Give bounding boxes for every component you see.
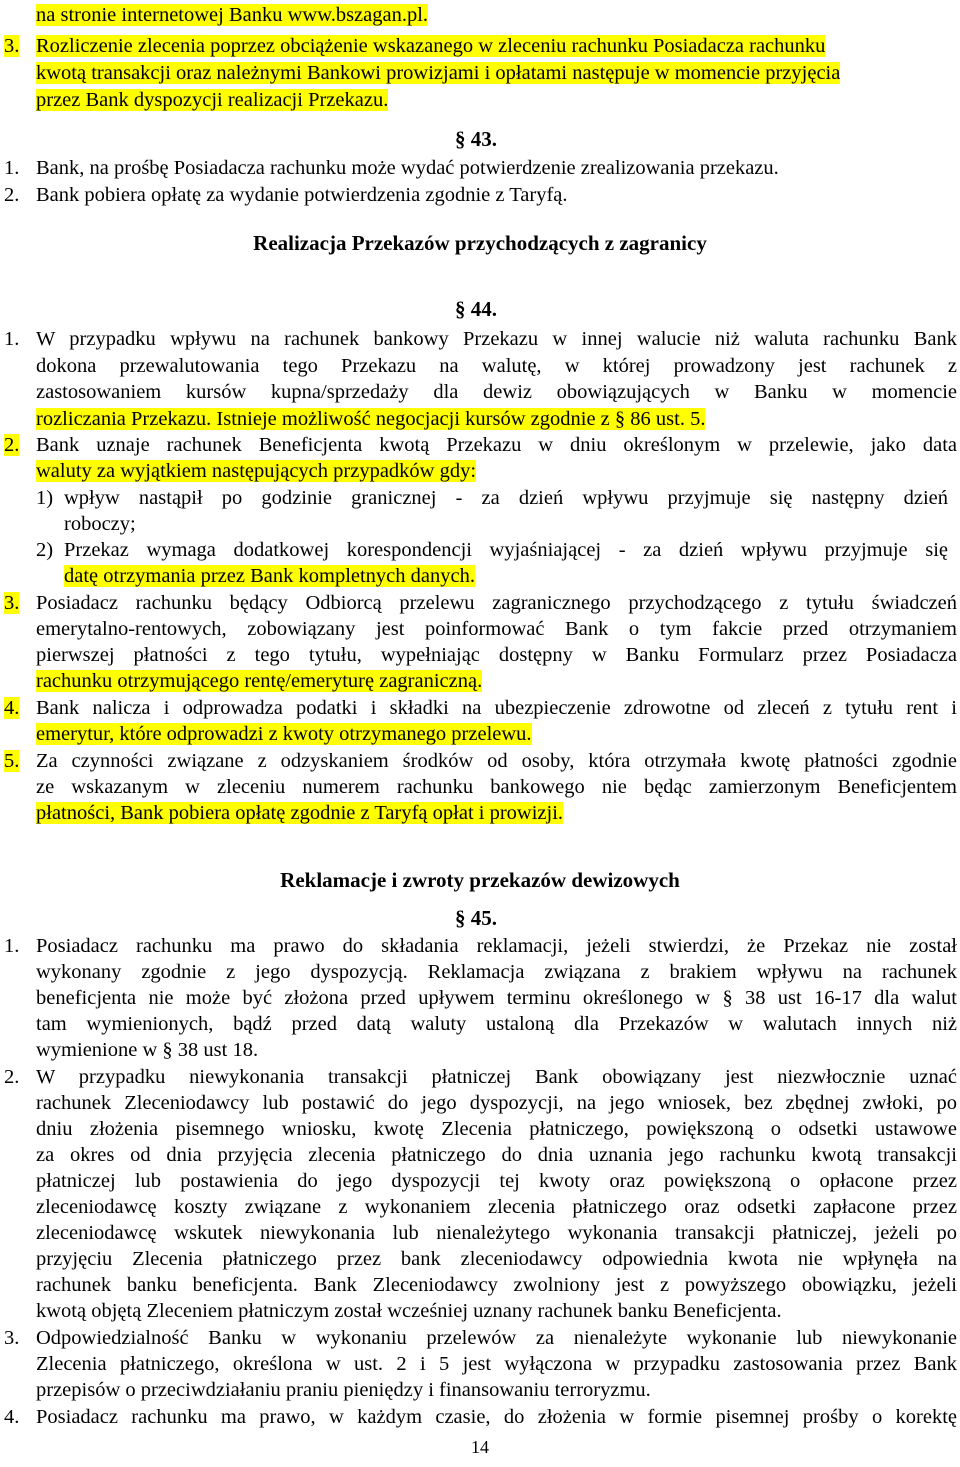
paragraph-line: tam wymienionych, bądź przed datą waluty ustaloną dla Przekazów w walutach innych niż — [36, 1013, 957, 1035]
paragraph-line — [36, 721, 532, 747]
section-title: § 45. — [455, 906, 497, 930]
paragraph-line: dniu złożenia pisemnego wniosku, kwotę Zlecenia płatniczego, powiększoną o odsetki ustawowe — [36, 1118, 957, 1140]
paragraph-line: rachunek banku beneficjenta. Bank Zleceniodawcy zwolniony jest z powyższego obowiązku, jeżeli — [36, 1274, 957, 1296]
text-span: 5. — [4, 750, 20, 772]
section-title: § 44. — [455, 297, 497, 321]
section-heading: Reklamacje i zwroty przekazów dewizowych — [280, 868, 680, 892]
paragraph-line: dokona przewalutowania tego Przekazu na walutę, w której prowadzony jest rachunek z — [36, 355, 957, 377]
text-span: datę otrzymania przez Bank kompletnych danych. — [64, 565, 475, 587]
paragraph-line: płatniczej lub postawienia do jego dyspozycji tej kwoty oraz powiększoną o opłacone przez — [36, 1170, 957, 1192]
paragraph-line: W przypadku niewykonania transakcji płatniczej Bank obowiązany jest niezwłocznie uznać — [36, 1066, 957, 1088]
list-number — [4, 748, 19, 774]
list-number: 2. — [4, 184, 20, 206]
paragraph-line: przepisów o przeciwdziałaniu praniu pieniędzy i finansowaniu terroryzmu. — [36, 1379, 651, 1401]
section-title: § 43. — [455, 127, 497, 151]
text-span: 3. — [4, 35, 20, 57]
sub-number: 1) — [36, 487, 54, 509]
paragraph-line: zleceniodawcę koszty związane z wykonaniem zlecenia płatniczego oraz odsetki zapłacone przez — [36, 1196, 957, 1218]
paragraph-line: Bank pobiera opłatę za wydanie potwierdzenia zgodnie z Taryfą. — [36, 184, 568, 206]
text-span: 2. — [4, 434, 20, 456]
paragraph-line: za okres od dnia przyjęcia zlecenia płatniczego do dnia uznania jego rachunku kwotą transakcji — [36, 1144, 957, 1166]
text-span: kwotą transakcji oraz należnymi Bankowi prowizjami i opłatami następuje w momencie przyjęcia — [36, 62, 841, 84]
text-span: 3. — [4, 592, 20, 614]
paragraph-line — [36, 668, 482, 694]
paragraph-line: wymienione w § 38 ust 18. — [36, 1039, 259, 1061]
paragraph-line: roboczy; — [64, 513, 136, 535]
list-number — [4, 590, 19, 616]
paragraph-line: Przekaz wymaga dodatkowej korespondencji wyjaśniającej - za dzień wpływu przyjmuje się — [64, 539, 948, 561]
text-span: przez Bank dyspozycji realizacji Przekazu. — [36, 89, 389, 111]
paragraph-line: wpływ nastąpił po godzinie granicznej - za dzień wpływu przyjmuje się następny dzień — [64, 487, 948, 509]
paragraph-line — [36, 458, 476, 484]
list-number: 1. — [4, 328, 20, 350]
text-span: 4. — [4, 697, 20, 719]
text-span: emerytur, które odprowadzi z kwoty otrzymanego przelewu. — [36, 723, 532, 745]
paragraph-line: emerytalno-rentowych, zobowiązany jest poinformować Bank o tym fakcie przed otrzymaniem — [36, 618, 957, 640]
paragraph-line — [36, 33, 825, 59]
list-number: 1. — [4, 935, 20, 957]
paragraph-line: przyjęciu Zlecenia płatniczego przez bank zleceniodawcy odpowiednia kwota nie wpłynęła na — [36, 1248, 957, 1270]
paragraph-line: Posiadacz rachunku będący Odbiorcą przelewu zagranicznego przychodzącego z tytułu świadczeń — [36, 592, 957, 614]
text-span: Rozliczenie zlecenia poprzez obciążenie wskazanego w zleceniu rachunku Posiadacza rachunku — [36, 35, 826, 57]
text-span: waluty za wyjątkiem następujących przypadków gdy: — [36, 460, 477, 482]
paragraph-line: Odpowiedzialność Banku w wykonaniu przelewów za nienależyte wykonanie lub niewykonanie — [36, 1327, 957, 1349]
paragraph-line: Bank nalicza i odprowadza podatki i składki na ubezpieczenie zdrowotne od zleceń z tytułu rent i — [36, 697, 957, 719]
paragraph-line: Za czynności związane z odzyskaniem środków od osoby, która otrzymała kwotę płatności zgodnie — [36, 750, 957, 772]
text-span: na stronie internetowej Banku www.bszagan.pl. — [36, 4, 429, 26]
paragraph-line: Posiadacz rachunku ma prawo do składania reklamacji, jeżeli stwierdzi, że Przekaz nie został — [36, 935, 957, 957]
list-number: 4. — [4, 1406, 20, 1428]
paragraph-line: zastosowaniem kursów kupna/sprzedaży dla dewiz obowiązujących w Banku w momencie — [36, 381, 957, 403]
paragraph-line — [36, 2, 428, 28]
list-number — [4, 432, 19, 458]
list-number: 3. — [4, 1327, 20, 1349]
paragraph-line: beneficjenta nie może być złożona przed upływem terminu określonego w § 38 ust 16-17 dla walut — [36, 987, 957, 1009]
list-number: 1. — [4, 157, 20, 179]
page-number: 14 — [471, 1437, 489, 1457]
paragraph-line: ze wskazanym w zleceniu numerem rachunku bankowego nie będąc zamierzonym Beneficjentem — [36, 776, 957, 798]
section-heading: Realizacja Przekazów przychodzących z zagranicy — [253, 231, 707, 255]
text-span: rozliczania Przekazu. Istnieje możliwość negocjacji kursów zgodnie z § 86 ust. 5. — [36, 408, 706, 430]
paragraph-line: rachunek Zleceniodawcy lub postawić do jego dyspozycji, na jego wniosek, bez zbędnej zwłoki, po — [36, 1092, 957, 1114]
list-number: 2. — [4, 1066, 20, 1088]
paragraph-line — [36, 406, 705, 432]
paragraph-line — [36, 87, 388, 113]
paragraph-line: Zlecenia płatniczego, określona w ust. 2 i 5 jest wyłączona w przypadku zastosowania przez Bank — [36, 1353, 957, 1375]
paragraph-line — [36, 60, 840, 86]
text-span: rachunku otrzymującego rentę/emeryturę zagraniczną. — [36, 670, 483, 692]
paragraph-line: Bank uznaje rachunek Beneficjenta kwotą Przekazu w dniu określonym w przelewie, jako data — [36, 434, 957, 456]
text-span: płatności, Bank pobiera opłatę zgodnie z Taryfą opłat i prowizji. — [36, 802, 564, 824]
paragraph-line — [36, 800, 563, 826]
paragraph-line: W przypadku wpływu na rachunek bankowy Przekazu w innej walucie niż waluta rachunku Bank — [36, 328, 957, 350]
paragraph-line: Bank, na prośbę Posiadacza rachunku może wydać potwierdzenie zrealizowania przekazu. — [36, 157, 779, 179]
sub-number: 2) — [36, 539, 54, 561]
paragraph-line: kwotą objętą Zleceniem płatniczym został wcześniej uznany rachunek banku Beneficjenta. — [36, 1300, 782, 1322]
paragraph-line — [64, 563, 475, 589]
paragraph-line: wykonany zgodnie z jego dyspozycją. Reklamacja związana z brakiem wpływu na rachunek — [36, 961, 957, 983]
paragraph-line: Posiadacz rachunku ma prawo, w każdym czasie, do złożenia w formie pisemnej prośby o korektę — [36, 1406, 957, 1428]
list-number — [4, 695, 19, 721]
list-number — [4, 33, 19, 59]
paragraph-line: zleceniodawcę wskutek niewykonania lub nienależytego wykonania transakcji płatniczej, jeżeli po — [36, 1222, 957, 1244]
paragraph-line: pierwszej płatności z tego tytułu, wypełniając dostępny w Banku Formularz przez Posiadacza — [36, 644, 957, 666]
